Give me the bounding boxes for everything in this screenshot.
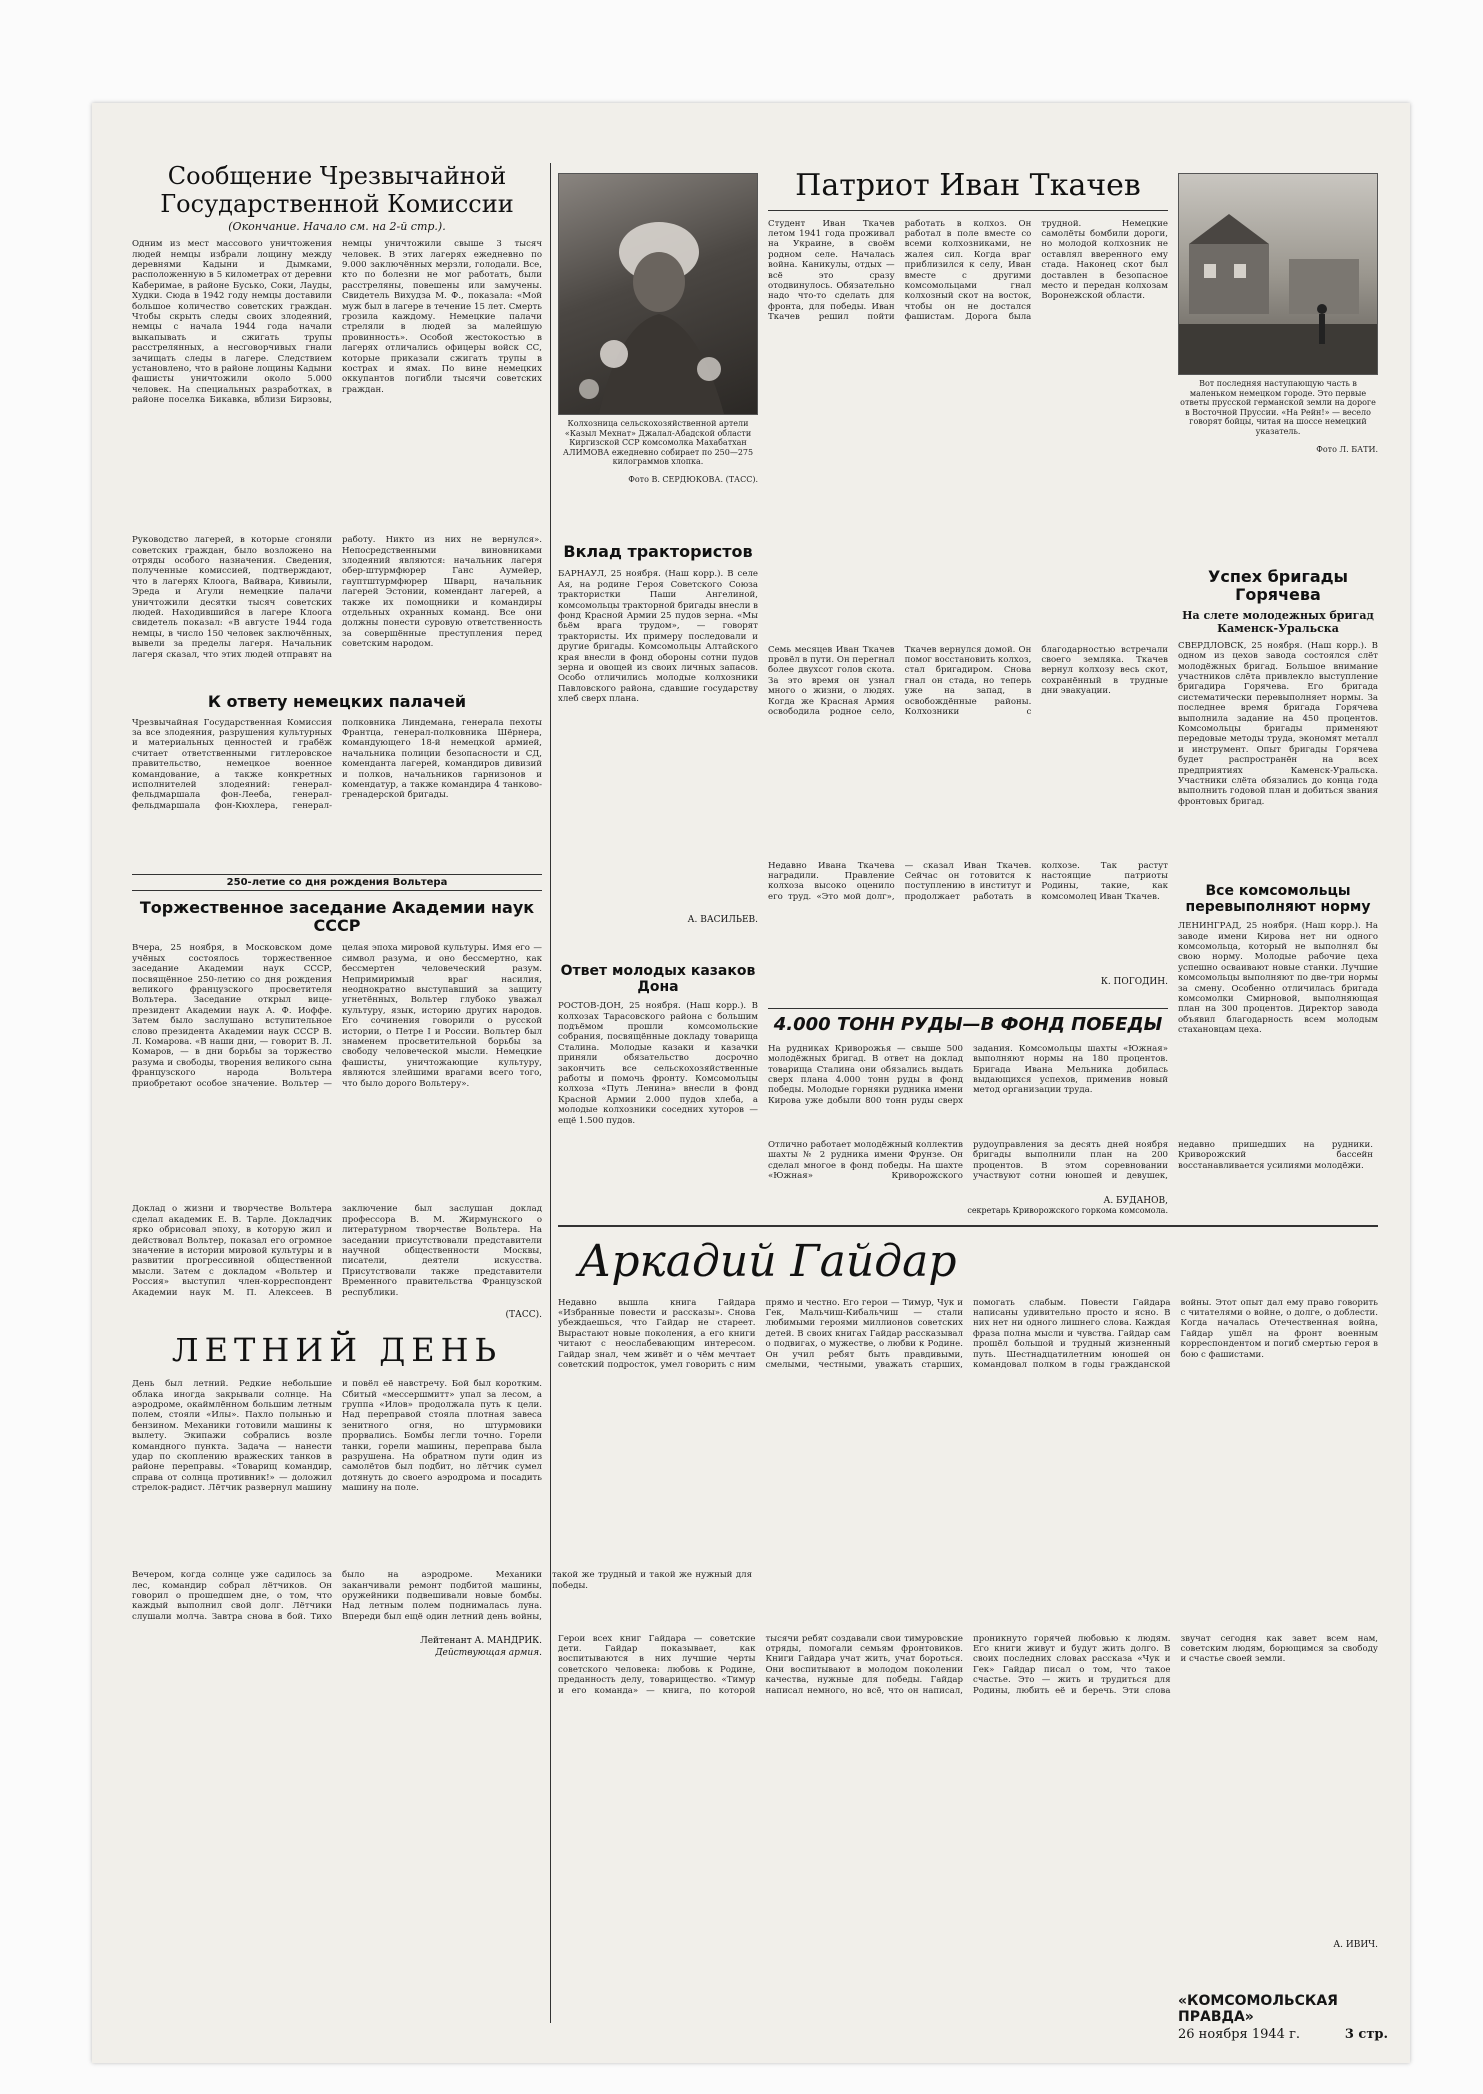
academy-body	[132, 943, 542, 1198]
photo-left-credit: Фото В. СЕРДЮКОВА. (ТАСС).	[628, 474, 758, 484]
commission-title-line2: Государственной Комиссии	[160, 189, 514, 218]
ore-signature: А. БУДАНОВ,	[1103, 1195, 1168, 1206]
palaces-body	[132, 718, 542, 868]
ore-signature-2: секретарь Криворожского горкома комсомола.	[967, 1205, 1168, 1215]
photo-cotton-picker	[558, 173, 758, 415]
commission-subtitle: (Окончание. Начало см. на 2-й стр.).	[228, 220, 446, 234]
summer-body-2	[132, 1570, 752, 1630]
photo-left-caption: Колхозница сельскохозяйственной артели «Казыл Мехнат» Джалал-Абадской области Киргизской ССР комсомолка Махабатхан АЛИМОВА ежедневно собирает по 250—275 килограммов хлопка.	[562, 419, 754, 467]
gaidar-text-3: Герои всех книг Гайдара — советские дети. Гайдар показывает, как воспитываются в них лучшие черты советского человека: любовь к Родине, преданность делу, товарищество. «Тимур и его команда» — книга, по которой тысячи ребят создавали свои тимуровские отряды, помогали семьям фронтовиков. Книги Гайдара учат жить, учат бороться. Они воспитывают в молодом поколении качества, нужные для победы.	[558, 1633, 963, 1696]
patriot-text-3: Недавно Ивана Ткачева наградили. Правление колхоза высоко оценило его труд. «Это мой долг», — сказал Иван Ткачев. Сейчас он готовится к поступлению в институт и продолжает работать в колхозе. Так растут настоящие патриоты Родины, такие, как комсомолец Иван Ткачев.	[768, 860, 1168, 902]
commission-text-2: Руководство лагерей, в которые сгоняли советских граждан, было возложено на отряды особого назначения. Сведения, полученные комиссией, подтверждают, что в лагерях Клоога, Вайвара, Кивиыли, Эреда и Агули немецкие палачи уничтожили десятки тысяч советских людей. Находившийся в лагере Клоога свидетель показал: «В августе 1944 года немцы, в число 150 человек заключённых, вывели за пределы лагеря. Начальник лагеря сказал, что этих людей отправят на работу. Никто из них не вернулся». Непосредственными виновниками злодеяний являются: начальник лагеря обер-штурмфюрер Ганс Аумейер, гауптштурмфюрер Шварц, начальник лагерей Эстонии, комендант лагерей, а также их помощники и командиры отдельных охранных команд. Все они должны понести суровую ответственность за совершённые преступления перед советским народом.	[132, 535, 542, 660]
footer-page: 3 стр.	[1344, 2027, 1388, 2042]
patriot-article	[768, 169, 1168, 999]
gorachev-article	[1178, 568, 1378, 878]
tractor-signature: А. ВАСИЛЬЕВ.	[687, 915, 758, 926]
commission-text: Одним из мест массового уничтожения людей немцы избрали лощину между деревнями Кадыни и Дымками, расположенную в 5 километрах от деревни Каберимае, в районе Бусько, Соки, Лауды, Худки. Сюда в 1942 году немцы доставили большое количество советских граждан. Чтобы скрыть следы своих злодеяний, немцы с начала 1944 года начали выкапывать и сжигать трупы расстрелянных, а несговорчивых гнали зачищать следы в лагере. Следствием установлено, что в районе лощины Кадыни фашисты уничтожили около 5.000 человек. На специальных разработках, в районе поселка Бикавка, вблизи Бирзовы, немцы уничтожили свыше 3 тысяч человек. В этих лагерях ежедневно по 9.000 заключённых мерзли, голодали. Все, кто по болезни не мог работать, были расстреляны, повешены или замучены. Свидетель Вихудза М. Ф., показала: «Мой муж был в лагере в течение 15 лет. Смерть грозила каждому. Немецкие палачи стреляли в людей за малейшую провинность». Особой жестокостью в лагерях отличались офицеры войск СС, которые приказали сжигать трупы в кострах и ямах. По вине немецких оккупантов погибли тысячи советских граждан.	[132, 239, 542, 406]
footer-date: 26 ноября 1944 г.	[1178, 2027, 1301, 2042]
gaidar-body-2	[558, 1634, 1378, 1934]
voltaire-banner-text: 250-летие со дня рождения Вольтера	[226, 876, 448, 888]
newspaper-page	[92, 103, 1410, 2063]
gorachev-text: СВЕРДЛОВСК, 25 ноября. (Наш корр.). В одном из цехов завода состоялся слёт молодёжных бригад. Большое внимание участников слёта привлекло выступление бригадира Горячева. Его бригада систематически перевыполняет нормы. За последнее время бригада Горячева выполнила задание на 450 процентов. Комсомольцы бригады применяют передовые методы труда, экономят металл и инструмент. Опыт бригады Горячева будет распространён на всех предприятиях Каменск-Уральска. Участники слёта обязались до конца года выполнить годовой план и добиться звания фронтовых бригад.	[1178, 640, 1378, 807]
gaidar-text: Недавно вышла книга Гайдара «Избранные повести и рассказы». Снова убеждаешься, что Гайдар не стареет. Вырастают новые поколения, а его книги читают с неослабевающим интересом. Гайдар знал, чем живёт и о чём мечтает советский подросток, умел говорить с ним прямо и честно. Его герои — Тимур, Чук и Гек, Мальчиш-Кибальчиш — стали любимыми героями миллионов советских детей. В своих книгах Гайдар рассказывал о подвигах, о мужестве, о любви к Родине. Он учил ребят быть правдивыми, смелыми, честными, уважать старших, помогать слабым.	[558, 1297, 1067, 1371]
commission-body	[132, 239, 542, 529]
column-divider	[550, 163, 551, 2023]
gaidar-body	[558, 1298, 1378, 1628]
palaces-text: Чрезвычайная Государственная Комиссия за все злодеяния, разрушения культурных и материальных ценностей и грабёж считает ответственными гитлеровское правительство, немецкое военное командование, а также конкретных исполнителей злодеяний: генерал-фельдмаршала фон-Лееба, генерал-фельдмаршала фон-Кюхлера, генерал-полковника Линдемана, генерала пехоты Франтца, генерал-полковника Шёрнера, командующего 18-й немецкой армией, начальника полиции безопасности и СД, коменданта лагерей, командиров дивизий и полков, начальников гарнизонов и комендатур, а также командира 4 танково-гренадерской бригады.	[132, 717, 542, 811]
tractor-text: БАРНАУЛ, 25 ноября. (Наш корр.). В селе Ая, на родине Героя Советского Союза трактористки Паши Ангелиной, комсомольцы тракторной бригады внесли в фонд Красной Армии 25 пудов зерна. «Мы бьём врага трудом», — говорят трактористы. Их примеру последовали и другие бригады. Комсомольцы Алтайского края внесли в фонд обороны сотни пудов зерна и овощей из своих личных запасов. Особо отличились молодые колхозники Павловского района, сдавшие государству хлеб сверх плана.	[558, 569, 758, 705]
cotton-picker-illustration	[559, 174, 757, 414]
ore-text: На рудниках Криворожья — свыше 500 молодёжных бригад. В ответ на доклад товарища Сталина они обязались выдать сверх плана 4.000 тонн руды в фонд победы. Молодые горняки рудника имени Кирова уже добыли 800 тонн руды сверх задания. Комсомольцы шахты «Южная» выполняют нормы на 180 процентов. Бригада Ивана Мельника добилась выдающихся успехов, применив новый метод организации труда.	[768, 1043, 1168, 1106]
photo-german-town	[1178, 173, 1378, 375]
norma-text: ЛЕНИНГРАД, 25 ноября. (Наш корр.). На заводе имени Кирова нет ни одного комсомольца, который не выполнял бы свою норму. Молодые рабочие цеха успешно осваивают новые станки. Лучшие комсомольцы выполняют по две-три нормы за смену. Особенно отличилась бригада комсомолки Смирновой, выполняющая план на 300 процентов. Директор завода объявил благодарность всем молодым стахановцам цеха.	[1178, 921, 1378, 1036]
tractor-body	[558, 569, 758, 909]
academy-text: Вчера, 25 ноября, в Московском доме учёных состоялось торжественное заседание Академии наук СССР, посвящённое 250-летию со дня рождения великого французского просветителя Вольтера. Заседание открыл вице-президент Академии наук А. Ф. Иоффе. Затем было заслушано вступительное слово президента Академии наук СССР В. Л. Комарова. «В наши дни, — говорит В. Л. Комаров, — в дни борьбы за торжество разума и свободы, творения великого сына французского народа Вольтера приобретают особое значение. Вольтер — целая эпоха мировой культуры. Имя его — символ разума, и оно бессмертно, как бессмертен человеческий разум. Непримиримый враг насилия, неоднократно выступавший за защиту угнетённых, Вольтер глубоко уважал культуру, язык, историю других народов. Его сочинения говорили о русской истории, о Петре I и России. Вольтер был знаменем просветительной борьбы за свободу человеческой мысли. Немецкие фашисты, уничтожающие культуру, являются злейшими врагами всего того, что было дорого Вольтеру».	[132, 943, 542, 1089]
gaidar-article	[558, 1233, 1378, 2013]
norma-title: Все комсомольцы перевыполняют норму	[1185, 883, 1371, 916]
summer-text-2: Вечером, когда солнце уже садилось за лес, командир собрал лётчиков. Он говорил о прошедшем дне, о том, что каждый выполнил свой долг. Лётчики слушали молча. Завтра снова в бой. Тихо было на аэродроме. Механики заканчивали ремонт подбитой машины, оружейники подвешивали новые бомбы. Над летным полем поднималась луна. Впереди был ещё один летний день войны, такой же трудный и такой же нужный для победы.	[132, 1570, 752, 1622]
patriot-body	[768, 219, 1168, 639]
patriot-body-3	[768, 861, 1168, 971]
photo-right-credit: Фото Л. БАТИ.	[1316, 444, 1378, 454]
right-photo-block	[1178, 173, 1378, 503]
footer-newspaper: «КОМСОМОЛЬСКАЯ ПРАВДА»	[1178, 1993, 1338, 2025]
summer-author-unit: Действующая армия.	[435, 1648, 542, 1659]
german-town-illustration	[1179, 174, 1377, 374]
academy-source: (ТАСС).	[505, 1310, 542, 1321]
summer-text: День был летний. Редкие небольшие облака иногда закрывали солнце. На аэродроме, окаймлённом большим летным полем, стояли «Илы». Пахло полынью и бензином. Механики готовили машины к вылету. Экипажи собрались возле командного пункта. Задача — нанести удар по скоплению вражеских танков в районе переправы. «Товарищ командир, справа от солнца противник!» — доложил стрелок-радист. Лётчик развернул машину и повёл её навстречу. Бой был коротким. Сбитый «мессершмитт» упал за лесом, а группа «Илов» продолжала путь к цели. Над переправой стояла плотная завеса зенитного огня, но штурмовики прорвались. Бомбы легли точно. Горели танки, горели машины, переправа была разрушена. На обратном пути один из самолётов был подбит, но лётчик сумел дотянуть до своего аэродрома и посадить машину на поле.	[132, 1379, 542, 1494]
gaidar-text-4: Гайдар написал немного, но всё, что он написал, проникнуто горячей любовью к людям. Его книги живут и будут жить долго. В своих последних словах рассказа «Чук и Гек» Гайдар писал о том, что такое счастье. Это — жить и трудиться для Родины, любить её и беречь. Эти слова звучат сегодня как завет всем нам, советским людям, борющимся за свободу и счастье своей земли.	[765, 1633, 1378, 1696]
summer-author: Лейтенант А. МАНДРИК.	[420, 1636, 542, 1647]
patriot-signature: К. ПОГОДИН.	[1100, 976, 1168, 987]
gaidar-top-rule	[558, 1225, 1378, 1227]
tractor-article	[558, 543, 758, 963]
academy-title: Торжественное заседание Академии наук СССР	[139, 897, 535, 935]
commission-title-line1: Сообщение Чрезвычайной	[167, 162, 507, 190]
ore-text-2: Отлично работает молодёжный коллектив шахты № 2 рудника имени Фрунзе. Он сделал многое в фонд победы. На шахте «Южная» Криворожского рудоуправления за десять дней ноября бригады выполнили план на 200 процентов. В этом соревновании участвуют сотни юношей и девушек, недавно пришедших на рудники. Криворожский бассейн восстанавливается усилиями молодёжи.	[768, 1139, 1373, 1181]
gaidar-text-2: Повести Гайдара написаны удивительно просто и ясно. В них нет ни одного лишнего слова. Каждая фраза полна мысли и чувства. Гайдар сам прошёл большой и трудный жизненный путь. Шестнадцатилетним юношей он командовал полком в годы гражданской войны. Этот опыт дал ему право говорить с читателями о войне, о долге, о доблести. Когда началась Отечественная война, Гайдар ушёл на фронт военным корреспондентом и погиб смертью героя в бою с фашистами.	[973, 1297, 1378, 1371]
voltaire-banner	[132, 874, 542, 891]
academy-body-2	[132, 1204, 542, 1304]
summer-body	[132, 1379, 542, 1564]
ore-title: 4.000 ТОНН РУДЫ—В ФОНД ПОБЕДЫ	[773, 1014, 1163, 1035]
ore-body	[768, 1044, 1168, 1134]
tractor-title: Вклад трактористов	[563, 542, 753, 561]
ore-body-2	[768, 1139, 1373, 1190]
summer-title: ЛЕТНИЙ ДЕНЬ	[171, 1331, 503, 1370]
patriot-title: Патриот Иван Ткачев	[768, 169, 1168, 211]
ore-article	[768, 1008, 1373, 1219]
patriot-body-2	[768, 645, 1168, 855]
don-title: Ответ молодых казаков Дона	[560, 963, 756, 996]
academy-text-2: Доклад о жизни и творчестве Вольтера сделал академик Е. В. Тарле. Докладчик ярко обрисовал эпоху, в которую жил и действовал Вольтер, показал его огромное значение в истории мировой культуры и в развитии прогрессивной общественной мысли. Затем с докладом «Вольтер и Россия» выступил член-корреспондент Академии наук М. П. Алексеев. В заключение был заслушан доклад профессора В. М. Жирмунского о литературном творчестве Вольтера. На заседании присутствовали представители научной общественности Москвы, писатели, деятели искусства. Присутствовали также представители Временного правительства Французской республики.	[132, 1204, 542, 1298]
commission-body-2	[132, 535, 542, 685]
patriot-text: Студент Иван Ткачев летом 1941 года проживал на Украине, в своём родном селе. Началась война. Каникулы, отдых — всё это сразу отодвинулось. Обязательно надо что-то сделать для фронта, для победы. Иван Ткачев решил пойти работать в колхоз. Он работал в поле вместе со всеми колхозниками, не жалея сил. Когда враг приблизился к селу, Иван вместе с другими комсомольцами гнал колхозный скот на восток, чтобы он не достался фашистам. Дорога была трудной. Немецкие самолёты бомбили дороги, но молодой колхозник не оставлял вверенного ему стада. Наконец скот был доставлен в безопасное место и передан колхозам Воронежской области.	[768, 218, 1168, 323]
don-body	[558, 1001, 758, 1166]
patriot-text-2: Семь месяцев Иван Ткачев провёл в пути. Он перегнал более двухсот голов скота. За это время он узнал много о жизни, о людях. Когда же Красная Армия освободила родное село, Ткачев вернулся домой. Он помог восстановить колхоз, стал бригадиром. Снова гнал он стада, но теперь уже на запад, в освобождённые районы. Колхозники с благодарностью встречали своего земляка. Ткачев вернул колхозу весь скот, сохранённый в трудные дни эвакуации.	[768, 644, 1168, 717]
footer-meta	[1178, 2027, 1388, 2042]
don-text: РОСТОВ-ДОН, 25 ноября. (Наш корр.). В колхозах Тарасовского района с большим подъёмом прошли комсомольские собрания, посвящённые докладу товарища Сталина. Молодые казаки и казачки приняли обязательство досрочно закончить все сельскохозяйственные работы и помочь фронту. Комсомольцы колхоза «Путь Ленина» внесли в фонд Красной Армии 2.000 пудов хлеба, а молодые колхозники соседних хуторов — ещё 1.500 пудов.	[558, 1001, 758, 1126]
palaces-title: К ответу немецких палачей	[207, 692, 467, 712]
gorachev-body	[1178, 641, 1378, 881]
gorachev-subtitle: На слете молодежных бригад Каменск-Уральска	[1182, 608, 1374, 635]
gaidar-signature: А. ИВИЧ.	[1333, 1939, 1378, 1950]
photo-right-caption: Вот последняя наступающую часть в маленьком немецком городе. Это первые ответы прусской германской земли на дороге в Восточной Пруссии. «На Рейн!» — весело говорят бойцы, читая на шоссе немецкий указатель.	[1180, 379, 1376, 436]
gaidar-title: Аркадий Гайдар	[578, 1236, 957, 1287]
page-footer	[1178, 1993, 1388, 2053]
don-article	[558, 963, 758, 1153]
gorachev-title: Успех бригады Горячева	[1208, 567, 1348, 605]
